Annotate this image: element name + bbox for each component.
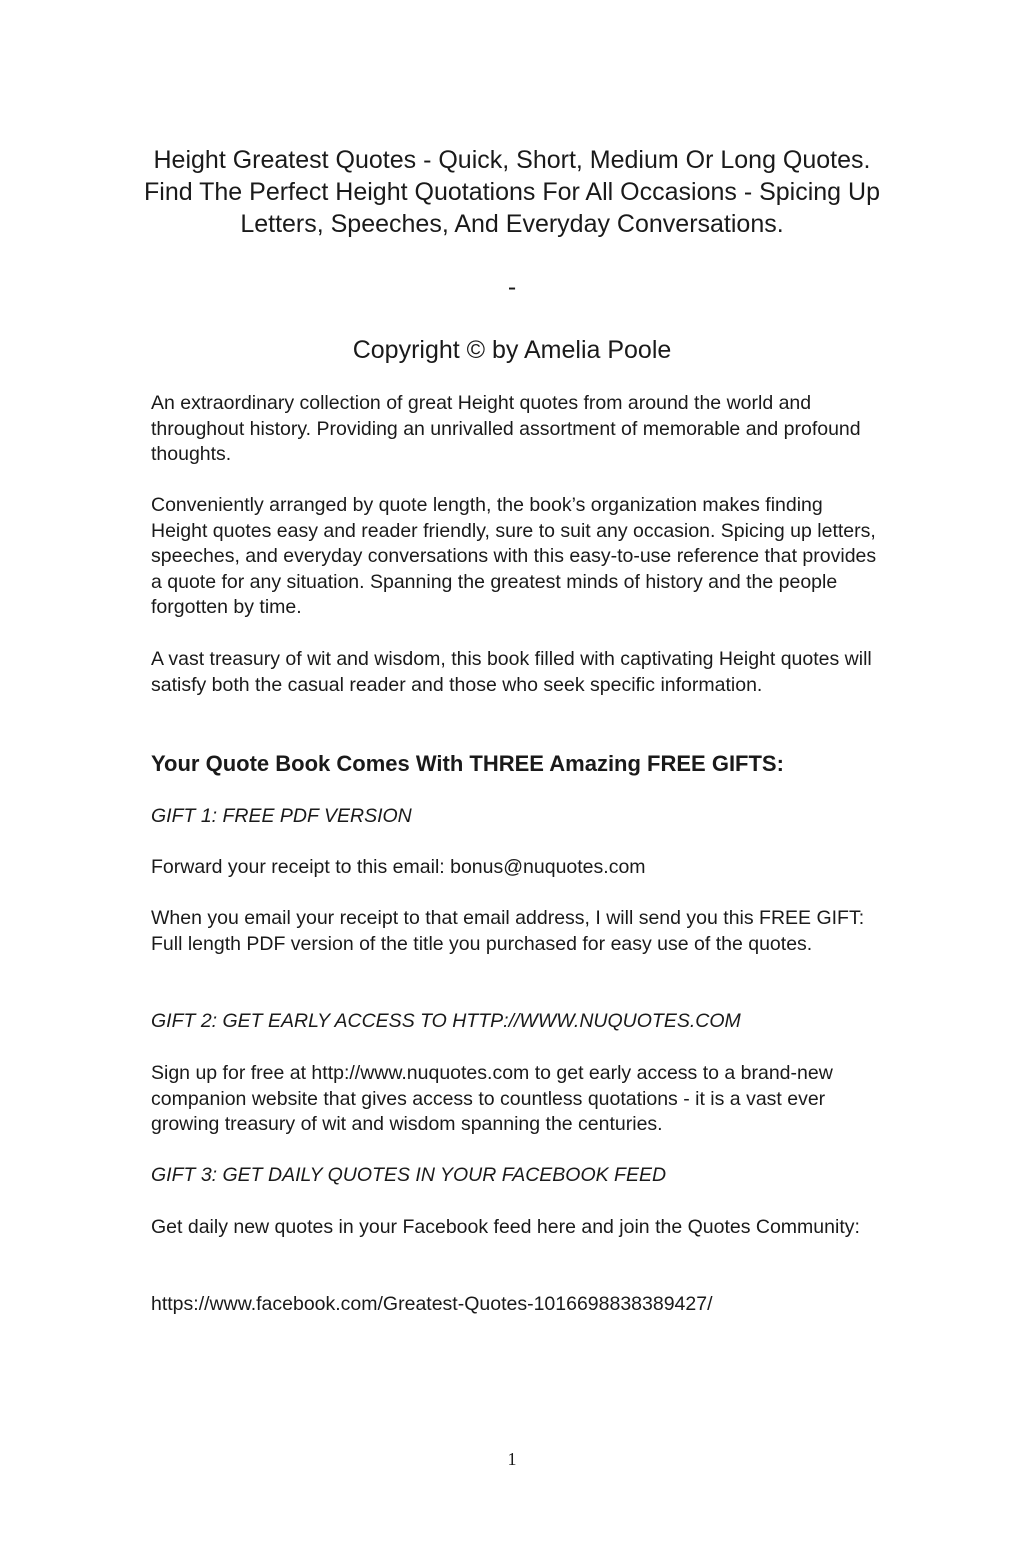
intro-paragraph: An extraordinary collection of great Height quotes from around the world and throughout history. Providing an unrivalled assortment of memorable and profound thoughts. xyxy=(151,392,861,465)
gift-1-title: GIFT 1: FREE PDF VERSION xyxy=(151,805,412,827)
gift-1-description: When you email your receipt to that email address, I will send you this FREE GIFT: Full length PDF version of the title you purchased for easy use of the quotes. xyxy=(151,907,865,955)
intro-paragraph: Conveniently arranged by quote length, the book’s organization makes finding Height quotes easy and reader friendly, sure to suit any occasion. Spicing up letters, speeches, and everyday conversations with this easy-to-use reference that provides a quote for any situation. Spanning the greatest minds of history and the people forgotten by time. xyxy=(151,494,877,618)
intro-paragraph: A vast treasury of wit and wisdom, this book filled with captivating Height quotes will satisfy both the casual reader and those who seek specific information. xyxy=(151,648,872,696)
page-number: 1 xyxy=(507,1449,517,1469)
copyright-line: Copyright © by Amelia Poole xyxy=(352,336,672,364)
gift-3-title: GIFT 3: GET DAILY QUOTES IN YOUR FACEBOOK FEED xyxy=(151,1164,667,1186)
gift-2-description: Sign up for free at http://www.nuquotes.com to get early access to a brand-new companion website that gives access to countless quotations - it is a vast ever growing treasury of wit and wisdom spanning the centuries. xyxy=(151,1062,833,1135)
gifts-heading: Your Quote Book Comes With THREE Amazing FREE GIFTS: xyxy=(151,751,784,776)
gift-3-description: Get daily new quotes in your Facebook feed here and join the Quotes Community: xyxy=(151,1216,860,1238)
gift-1-email-line: Forward your receipt to this email: bonus@nuquotes.com xyxy=(151,856,646,878)
gift-2-title: GIFT 2: GET EARLY ACCESS TO HTTP://WWW.NUQUOTES.COM xyxy=(151,1010,741,1032)
separator: - xyxy=(507,273,517,301)
page-title: Height Greatest Quotes - Quick, Short, Medium Or Long Quotes. Find The Perfect Height Quotations For All Occasions - Spicing Up Letters, Speeches, And Everyday Conversations. xyxy=(144,146,880,238)
facebook-link[interactable]: https://www.facebook.com/Greatest-Quotes-1016698838389427/ xyxy=(151,1293,713,1315)
